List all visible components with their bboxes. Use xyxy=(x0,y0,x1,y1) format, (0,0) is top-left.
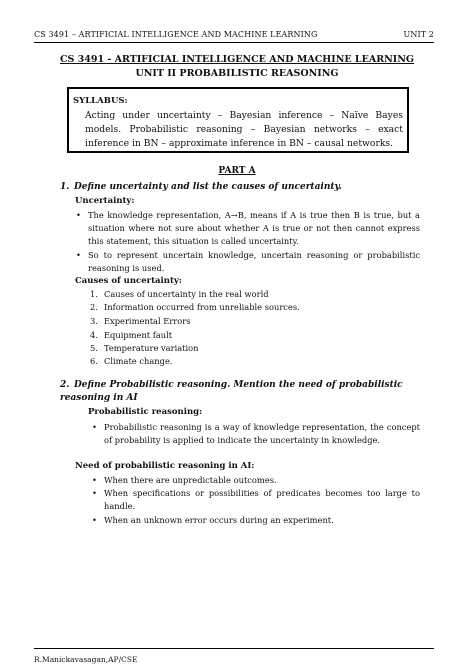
need-heading: Need of probabilistic reasoning in AI: xyxy=(75,461,255,471)
list-item xyxy=(76,209,420,248)
question-text-line1: Define Probabilistic reasoning. Mention the need of probabilistic xyxy=(74,380,403,390)
list-item xyxy=(90,330,173,340)
header-rule xyxy=(34,42,434,43)
list-number: 4. xyxy=(90,330,98,340)
list-item xyxy=(92,514,420,527)
bullet-icon: • xyxy=(76,250,81,260)
question-number: 1. xyxy=(60,182,70,192)
list-number: 2. xyxy=(90,302,98,312)
syllabus-box xyxy=(67,87,409,153)
list-item-text: Experimental Errors xyxy=(104,316,191,326)
list-item xyxy=(90,356,173,366)
question-text-line2: reasoning in AI xyxy=(60,393,138,403)
question-1 xyxy=(60,182,342,192)
list-number: 3. xyxy=(90,316,98,326)
part-heading: PART A xyxy=(218,166,256,176)
list-item xyxy=(92,474,420,487)
causes-heading: Causes of uncertainty: xyxy=(75,276,182,286)
list-item xyxy=(90,302,300,312)
header-unit: UNIT 2 xyxy=(403,30,434,39)
question-2 xyxy=(60,380,430,403)
list-item xyxy=(92,487,420,513)
question-number: 2. xyxy=(60,380,70,390)
bullet-icon: • xyxy=(92,515,97,525)
list-item-text: Probabilistic reasoning is a way of knowledge representation, the concept of probability is applied to indicate the uncertainty in knowledge. xyxy=(104,422,420,445)
list-item-text: Information occurred from unreliable sources. xyxy=(104,302,300,312)
list-item xyxy=(90,316,191,326)
question-text: Define uncertainty and list the causes of uncertainty. xyxy=(74,182,342,192)
syllabus-heading: SYLLABUS: xyxy=(73,96,128,106)
bullet-icon: • xyxy=(92,475,97,485)
list-item-text: When an unknown error occurs during an experiment. xyxy=(104,515,334,525)
footer-rule xyxy=(34,648,434,649)
list-number: 6. xyxy=(90,356,98,366)
syllabus-body: Acting under uncertainty – Bayesian inference – Naïve Bayes models. Probabilistic reasoning – Bayesian networks – exact inference in BN – approximate inference in BN – causal networks. xyxy=(85,110,403,149)
list-item-text: So to represent uncertain knowledge, uncertain reasoning or probabilistic reasoning is used. xyxy=(88,250,420,273)
document-title: CS 3491 - ARTIFICIAL INTELLIGENCE AND MACHINE LEARNING xyxy=(59,54,415,65)
list-item-text: The knowledge representation, A→B, means if A is true then B is true, but a situation where not sure about whether A is true or not then cannot express this statement, this situation is called uncertainty. xyxy=(88,210,420,246)
list-item-text: When specifications or possibilities of predicates becomes too large to handle. xyxy=(104,488,420,511)
list-number: 5. xyxy=(90,343,98,353)
list-item-text: When there are unpredictable outcomes. xyxy=(104,475,277,485)
list-item xyxy=(90,343,199,353)
uncertainty-heading: Uncertainty: xyxy=(75,196,135,206)
list-item-text: Equipment fault xyxy=(104,330,173,340)
list-number: 1. xyxy=(90,289,98,299)
list-item xyxy=(90,289,269,299)
pr-heading: Probabilistic reasoning: xyxy=(88,407,203,417)
header-course: CS 3491 – ARTIFICIAL INTELLIGENCE AND MACHINE LEARNING xyxy=(34,30,318,39)
list-item-text: Climate change. xyxy=(104,356,173,366)
unit-title: UNIT II PROBABILISTIC REASONING xyxy=(135,68,339,79)
bullet-icon: • xyxy=(92,488,97,498)
list-item xyxy=(76,249,420,275)
bullet-icon: • xyxy=(76,210,81,220)
bullet-icon: • xyxy=(92,422,97,432)
footer-author: R.Manickavasagan,AP/CSE xyxy=(34,655,138,664)
list-item xyxy=(92,421,420,447)
list-item-text: Temperature variation xyxy=(104,343,199,353)
list-item-text: Causes of uncertainty in the real world xyxy=(104,289,269,299)
